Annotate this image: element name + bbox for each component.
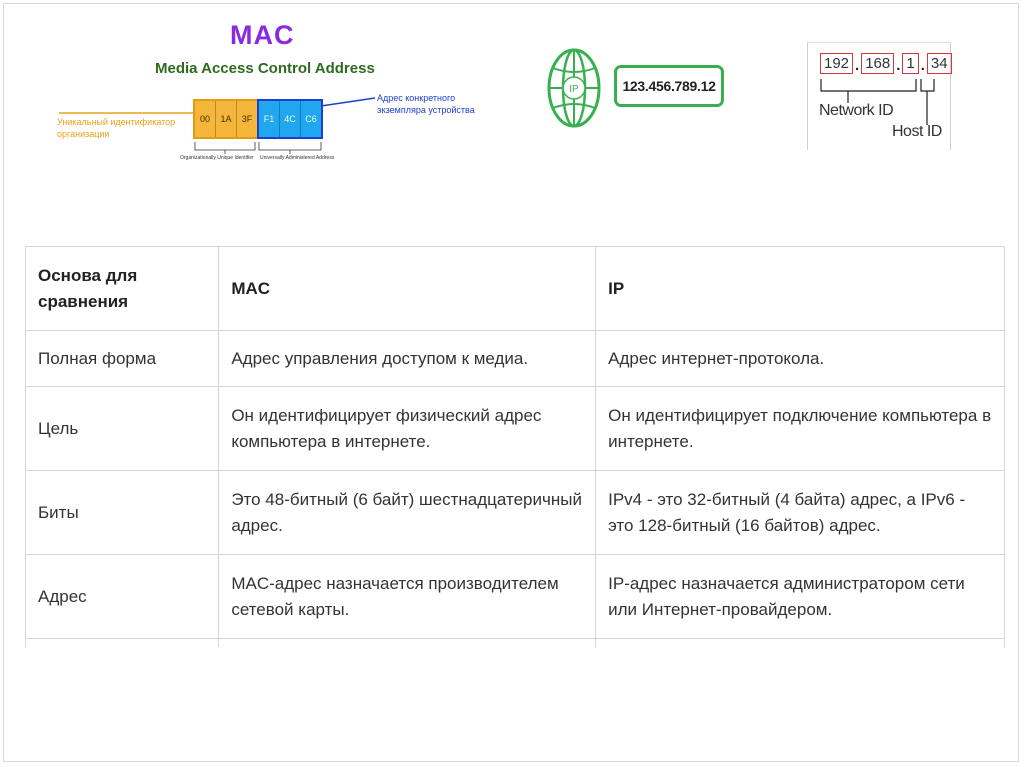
header-ip: IP xyxy=(596,247,1005,331)
mac-org-octets xyxy=(193,99,259,139)
mac-octet: 3F xyxy=(241,114,253,124)
ip-cell: Он идентифицирует подключение компьютера в интернете. xyxy=(596,387,1005,471)
table-header-row xyxy=(26,247,1005,331)
ip-cell: IPv4 - это 32-битный (4 байта) адрес, а IPv6 - это 128-битный (16 байтов) адрес. xyxy=(596,471,1005,555)
ip-octet: 192 xyxy=(820,53,853,74)
mac-octet: F1 xyxy=(259,101,280,137)
mac-octet: 00 xyxy=(195,101,216,137)
ip-address-box: 123.456.789.12 xyxy=(614,65,724,107)
globe-ip-label: IP xyxy=(569,84,579,95)
mac-octet: C6 xyxy=(305,114,317,124)
network-host-diagram xyxy=(807,42,951,150)
table-row xyxy=(26,555,1005,639)
mac-octet: 4C xyxy=(280,101,301,137)
header-basis: Основа для сравнения xyxy=(26,247,219,331)
mac-title: MAC xyxy=(230,20,295,50)
ip-octet: 34 xyxy=(927,53,952,74)
table-row xyxy=(26,331,1005,387)
org-identifier-label: Уникальный идентификатор организации xyxy=(57,117,176,139)
octet-dot: . xyxy=(896,57,901,74)
uaa-caption: Universally Administered Address xyxy=(260,155,335,161)
network-id-label: Network ID xyxy=(819,102,894,119)
table-row xyxy=(26,387,1005,471)
mac-device-octets xyxy=(257,99,323,139)
ip-cell: Адрес интернет-протокола. xyxy=(596,331,1005,387)
mac-cell: MAC-адрес назначается производителем сетевой карты. xyxy=(219,555,596,639)
mac-cell: Это 48-битный (6 байт) шестнадцатеричный адрес. xyxy=(219,471,596,555)
mac-cell: Он идентифицирует физический адрес компьютера в интернете. xyxy=(219,387,596,471)
oui-caption: Organizationally Unique Identifier xyxy=(180,155,254,161)
mac-octet: 1A xyxy=(216,101,237,137)
header-mac: MAC xyxy=(219,247,596,331)
mac-ip-comparison-table xyxy=(25,246,1005,647)
host-id-label: Host ID xyxy=(892,123,942,140)
octet-dot: . xyxy=(920,57,925,74)
ip-cell: IP-адрес назначается администратором сети или Интернет-провайдером. xyxy=(596,555,1005,639)
device-instance-label: Адрес конкретного экземпляра устройства xyxy=(377,93,475,115)
row-label: Полная форма xyxy=(26,331,219,387)
mac-subtitle: Media Access Control Address xyxy=(155,60,375,77)
ip-octet: 1 xyxy=(902,53,918,74)
row-label: Биты xyxy=(26,471,219,555)
mac-cell: Адрес управления доступом к медиа. xyxy=(219,331,596,387)
mac-address-diagram xyxy=(55,18,495,178)
row-label: Адрес xyxy=(26,555,219,639)
table-tail-row xyxy=(26,639,1005,647)
ip-octet: 168 xyxy=(861,53,894,74)
table-row xyxy=(26,471,1005,555)
row-label: Цель xyxy=(26,387,219,471)
octet-dot: . xyxy=(855,57,860,74)
globe-icon xyxy=(546,46,606,130)
